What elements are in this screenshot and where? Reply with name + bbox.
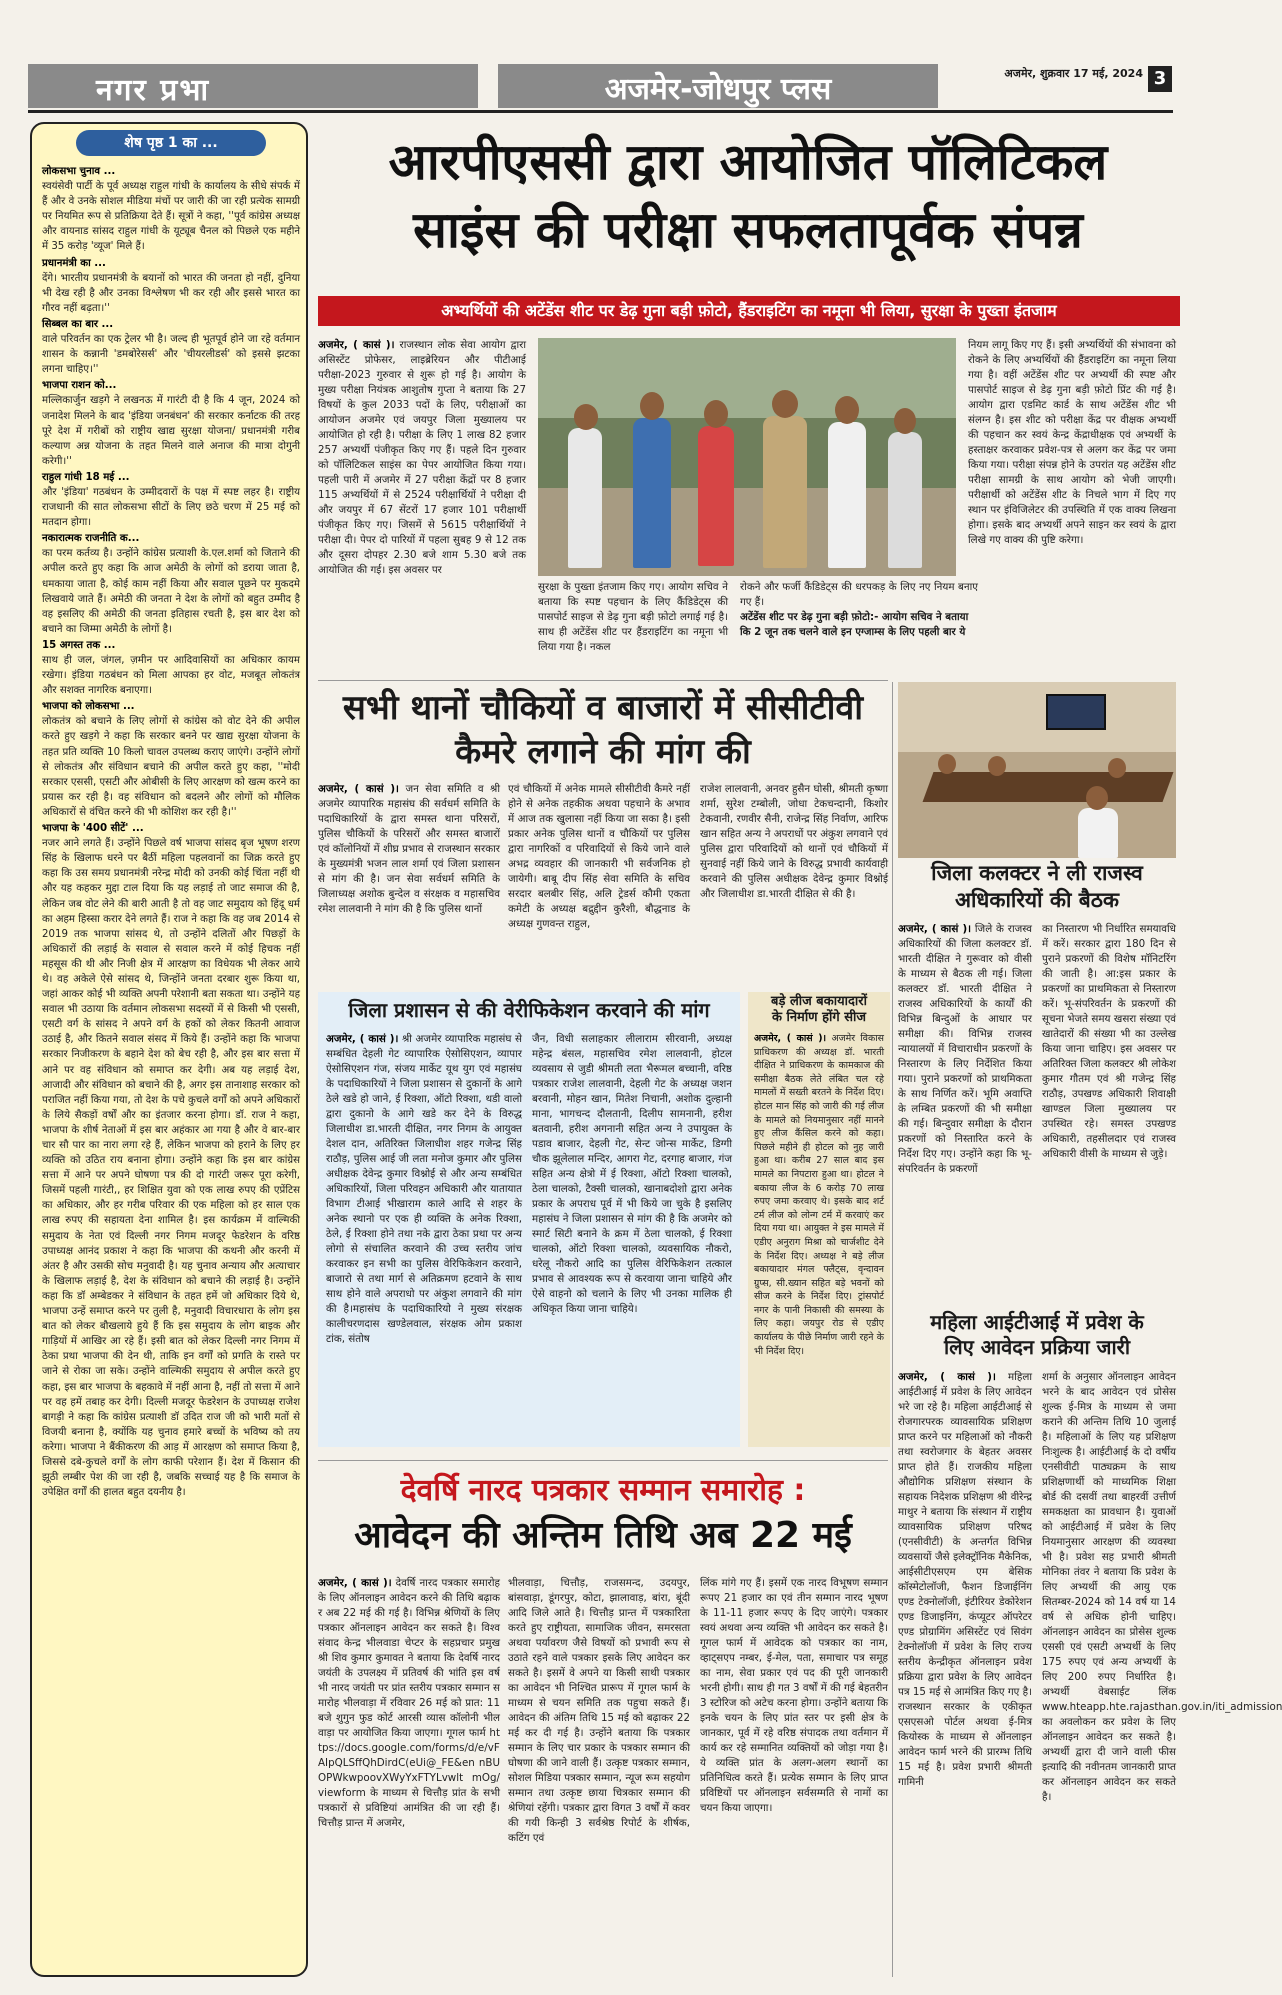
lease-column xyxy=(754,1032,884,1442)
verification-column-2 xyxy=(532,1032,732,1442)
sidebar-paragraph xyxy=(42,531,300,637)
sidebar-paragraph-heading: राहुल गांधी 18 मई ... xyxy=(42,471,130,483)
sidebar-paragraph-heading: लोकसभा चुनाव ... xyxy=(42,166,116,177)
sidebar-paragraph xyxy=(42,256,300,316)
sidebar-paragraph-heading: नकारात्मक राजनीति क... xyxy=(42,533,140,545)
narad-text-3: लिंक मांगे गए हैं। इसमें एक नारद विभूषण सम्मान रूपए 21 हजार का एवं तीन सम्मान नारद भूषण के 11-11 हजार रूपए के दिए जाएंगे। पत्रकार स्वयं अथवा अन्य व्यक्ति भी आवेदन कर सकते है। गूगल फार्म में आवेदक को पत्रकार का नाम, व्हाट्सएप नम्बर, ई-मेल, पता, समाचार पत्र समूह का नाम, सेवा प्रकार एवं पद की पूरी जानकारी भरनी होगी। साथ ही गत 3 वर्षों में की गई बेहतरीन 3 स्टोरिज को अटेच करना होगा। उन्होंने बताया कि इनके चयन के लिए प्रांत स्तर पर इसी क्षेत्र के जानकार, पूर्व में रहे वरिष्ठ संपादक तथा वर्तमान में कार्य कर रहे सम्मानित व्यक्तियों को जोड़ा गया है। ये व्यक्ति प्रांत के अलग-अलग स्थानों का प्रतिनिधित्व करते हैं। प्रत्येक सम्मान के लिए प्राप्त प्रविष्टियों पर ऑनलाइन सर्वसम्मति से नामों का चयन किया जाएगा। xyxy=(700,1577,888,1814)
sidebar-paragraph-text: मल्लिकार्जुन खड़गे ने लखनऊ में गारंटी दी है कि 4 जून, 2024 को जनादेश मिलने के बाद 'इंडिया जनबंधन' की सरकार कर्नाटक की तरह पूरे देश में गरीबों को राष्ट्रीय खाद्य सुरक्षा योजना/ प्रधानमंत्री गरीब कल्याण अन्न योजना के तहत मिलने वाले अनाज की मात्रा दोगुनी करेगी।'' xyxy=(42,395,300,467)
edition-title: अजमेर-जोधपुर प्लस xyxy=(604,72,832,107)
narad-byline: अजमेर, ( कासं )। xyxy=(318,1577,392,1589)
sidebar-paragraph-heading: भाजपा राशन को... xyxy=(42,380,117,392)
sidebar-paragraph xyxy=(42,317,300,377)
iti-headline-line-1: महिला आईटीआई में प्रवेश के xyxy=(930,1310,1144,1334)
sidebar-paragraph-heading: प्रधानमंत्री का ... xyxy=(42,257,106,269)
lead-column-3 xyxy=(740,580,978,610)
collector-column-2 xyxy=(1042,922,1176,1300)
narad-headline xyxy=(318,1470,888,1560)
narad-headline-line-1: देवर्षि नारद पत्रकार सम्मान समारोह : xyxy=(400,1473,806,1508)
divider xyxy=(318,1460,888,1461)
iti-text-1: महिला आईटीआई में प्रवेश के लिए आवेदन भरे जा रहे है। महिला आईटीआई से रोजगारपरक व्यावसायिक प्रशिक्षण प्राप्त करने पर महिलाओं को नौकरी तथा स्वरोजगार के बेहतर अवसर प्राप्त होते हैं। राजकीय महिला औद्योगिक प्रशिक्षण संस्थान के सहायक निदेशक प्रशिक्षण श्री वीरेन्द्र माथुर ने बताया कि संस्थान में राष्ट्रीय व्यावसायिक प्रशिक्षण परिषद (एनसीवीटी) के अन्तर्गत विभिन्न व्यवसायों जैसे इलेक्ट्रॉनिक मैकेनिक, आईसीटीएसएम एम बेसिक कॉस्मेटोलॉजी, फैशन डिजाईनिंग एण्ड टेक्नोलॉजी, इंटीरियर डेकोरेशन एण्ड डिजाइनिंग, कंप्यूटर ऑपरेटर एण्ड प्रोग्रामिंग असिस्टेंट एवं सिवंग टेक्नोलॉजी में प्रवेश के लिए राज्य स्तरीय केन्द्रीकृत ऑनलाइन प्रवेश प्रक्रिया द्वारा प्रवेश के लिए आवेदन पत्र 15 मई से आमंत्रित किए गए है। राजस्थान सरकार के एकीकृत एसएसओ पोर्टल अथवा ई-मित्र कियोस्क के माध्यम से ऑनलाइन आवेदन फार्म भरने की प्रारम्भ तिथि 15 मई है। प्रवेश प्रभारी श्रीमती गामिनी xyxy=(898,1371,1032,1788)
cctv-text-3: राजेश लालवानी, अनवर हुसैन घोसी, श्रीमती कृष्णा शर्मा, सुरेश टम्बोली, जोधा टेकचन्दानी, किशोर टेकवानी, रणवीर सैनी, राजेन्द्र सिंह निर्वाण, आरिफ खान सहित अन्य ने अपराधों पर अंकुश लगवाने एवं पुलिस द्वारा परिवादियों को थानों एवं चौकियों में सुनवाई नहीं किये जाने के विरुद्ध प्रभावी कार्यवाही करवाने की पुलिस अधीक्षक देवेन्द्र कुमार विश्नोई और जिलाधीश डा.भारती दीक्षित से की है। xyxy=(700,783,888,900)
cctv-byline: अजमेर, ( कासं )। xyxy=(318,783,399,795)
verification-byline: अजमेर, ( कासं )। xyxy=(326,1033,399,1045)
lease-headline-line-2: के निर्माण होंगे सीज xyxy=(771,1010,867,1025)
narad-text-1: देवर्षि नारद पत्रकार समारोह के लिए ऑनलाइन आवेदन करने की तिथि बढ़ाकर अब 22 मई की गई है। विभिन्न श्रेणियों के लिए पत्रकार ऑनलाइन आवेदन कर सकते है। विश्व संवाद केन्द्र भीलवाडा चेप्टर के सहप्रचार प्रमुख श्री शिव कुमार कुमावत ने बताया कि देवर्षि नारद जयंती के उपलक्ष्य में प्रतिवर्ष की भांति इस वर्ष भी नारद जयंती पर प्रांत स्तरीय पत्रकार सम्मान समारोह भीलवाड़ा में रविवार 26 मई को प्रात: 11 बजे शुगुन फुड कोर्ट आरसी व्यास कॉलोनी भीलवाड़ा पर आयोजित किया जाएगा। गूगल फार्म https://docs.google.com/forms/d/e/vFAIpQLSffQhDirdC(eUi@_FE&en nBUOPWkwpoovXWyYxFTYLvwlt mOg/viewform के माध्यम से चित्तौड़ प्रांत के सभी पत्रकारों से प्रविष्टियां आमंत्रित की जा रही हैं। चित्तौड़ प्रान्त में अजमेर, xyxy=(318,1577,500,1829)
cctv-column-1 xyxy=(318,782,500,982)
verification-box xyxy=(318,992,740,1447)
masthead-rule xyxy=(28,110,1173,113)
iti-column-1 xyxy=(898,1370,1032,1975)
sidebar-paragraph-text: नजर आने लगते हैं। उन्होंने पिछले वर्ष भाजपा सांसद बृज भूषण शरण सिंह के खिलाफ धरने पर बैठीं महिला पहलवानों का जिक्र करते हुए कहा कि उस समय प्रधानमंत्री नरेन्द्र मोदी को उनकी कोई चिंता नहीं थी और यह कहकर मुद्दा टाल दिया कि यह लड़ाई तो जाट समाज की है, लेकिन जब वोट लेने की बारी आती है तो वह जाट समुदाय को हिंदू धर्म का अहम हिस्सा करार देने लगते हैं। राज ने कहा कि वह जब 2014 से 2019 तक भाजपा सांसद थे, तो उन्होंने दलितों और पिछड़ों के अधिकारों की लड़ाई के सवाल से सवाल करने में कोई हिचक नहीं महसूस की थी और निजी क्षेत्र में आरक्षण का विधेयक भी लेकर आये थे। वह अकेले ऐसे सांसद थे, जिन्होंने जनता दरबार शुरू किया था, जहां आकर कोई भी व्यक्ति अपनी परेशानी बता सकता था। उन्होंने यह सवाल भी उठाया कि वर्तमान लोकसभा सदस्यों में से किसी भी एससी, एसटी वर्ग के सांसद ने अपने वर्ग के हकों को लेकर कितनी आवाज उठाई है, और कितने सवाल संसद में किये हैं। उन्होंने कहा कि भाजपा सरकार निजीकरण के बहाने देश को बेच रही है, और इस बार सत्ता में आने पर वह संविधान को समाप्त कर देगी। अब यह लड़ाई देश, आजादी और संविधान को बचाने की है, अगर इस तानाशाह सरकार को पराजित नहीं किया गया, तो देश के पचे कुचले वर्गों को अपने अधिकारों के लिये सैकड़ों वर्षों और का इंतजार करना होगा। डॉ. राज ने कहा, भाजपा के शीर्ष नेताओं में इस बार अहंकार आ गया है और वे बार-बार चार सौ पार का नारा लगा रहे हैं, लेकिन भाजपा को हराने के लिए हर व्यक्ति को उठित राय बनाना होगा। उन्होंने कहा कि इस बार कांग्रेस सत्ता में आने पर अपने घोषणा पत्र की दो गारंटी जरूर पूरा करेगी, जिसमें पहली गारंटी,, हर शिक्षित युवा को एक लाख रुपए की एप्रेंटिस का अधिकार, और हर गरीब परिवार की एक महिला को हर साल एक लाख रुपए की सहायता देना शामिल है। इस कार्यक्रम में वाल्मिकी समुदाय के नेता एवं दिल्ली नगर निगम मजदूर फेडरेशन के वरिष्ठ उपाध्यक्ष आनंद प्रकाश ने कहा कि भाजपा की कथनी और करनी में अंतर है और उसकी सोच मनुवादी है। यह चुनाव अन्याय और अत्याचार के खिलाफ लड़ाई है, देश के संविधान को बचाने की लड़ाई है। उन्होंने कहा कि डॉ अम्बेडकर ने संविधान के तहत हमें जो अधिकार दिये थे, भाजपा उन्हें समाप्त करने पर तुली है, मनुवादी विचारधारा के लोग इस बात को लेकर बौखलाये हुये हैं कि इस समुदाय के लोग बाइक और गाड़ियों में आखिर आ रहे हैं। इसी बात को लेकर दिल्ली नगर निगम में ठेका प्रथा भाजपा की देन थी, ताकि इन वर्गों को प्रगति के रास्ते पर जाने से रोका जा सके। उन्होंने वाल्मिकी समुदाय से अपील करते हुए कहा, इस बार भाजपा के बहकावे में नहीं आना है, नहीं तो सत्ता में आने पर वह हमें तबाह कर देगी। दिल्ली मजदूर फेडरेशन के उपाध्यक्ष राजेश बागड़ी ने कहा कि कांग्रेस प्रत्याशी डॉ उदित राज जी को भारी मतों से विजयी बनाना है, क्योंकि यह चुनाव हमारे बच्चों के भविष्य को तय करेगा। भाजपा ने बैंकीकरण की आड़ में आरक्षण को समाप्त किया है, जिससे दबे-कुचले वर्गों के लोग काफी परेशान हैं। देश में किसान की झूठी लम्बीर पेश की जा रही है, जबकि सच्चाई यह है कि समाज के उपेक्षित वर्गों की हालत बहुत दयनीय है। xyxy=(42,838,300,1499)
lead-byline: अजमेर, ( कासं )। xyxy=(318,339,395,351)
lead-strapline: अभ्यर्थियों की अटेंडेंस शीट पर डेढ़ गुना बड़ी फ़ोटो, हैंडराइटिंग का नमूना भी लिया, सुरक्षा के पुख्ता इंतजाम xyxy=(318,296,1180,326)
iti-byline: अजमेर, ( कासं )। xyxy=(898,1371,996,1383)
cctv-headline xyxy=(318,686,888,774)
meeting-photo xyxy=(898,682,1176,858)
iti-column-2 xyxy=(1042,1370,1282,1975)
exam-photo xyxy=(538,338,956,576)
masthead xyxy=(28,60,1173,110)
collector-headline xyxy=(898,860,1176,914)
sidebar-paragraph-text: देंगे। भारतीय प्रधानमंत्री के बयानों को भारत की जनता हो नहीं, दुनिया भी देख रही है और उनका विश्लेषण भी कर रही और इससे भारत का गौरव नहीं बढ़ता।'' xyxy=(42,272,300,314)
divider xyxy=(318,680,888,681)
iti-headline-line-2: लिए आवेदन प्रक्रिया जारी xyxy=(943,1335,1131,1359)
verification-text-1: श्री अजमेर व्यापारिक महासंघ से सम्बंधित देहली गेट व्यापारिक ऐसोसिएशन, व्यापार ऐसोसिएशन गंज, संजय मार्केट यूथ युग एवं महासंघ के पदाधिकारियों ने जिला प्रशासन से दुकानों के आगे ठेले खडे हो जाने, ई रिक्शा, ऑटो रिक्शा, थडी वालो द्वारा दुकानो के आगे खडे कर देने के विरुद्ध जिलाधीश डा.भारती दीक्षित, नगर निगम के आयुक्त देशल दान, अतिरिक्त जिलाधीश शहर गजेन्द्र सिंह राठौड़, पुलिस आई जी लता मनोज कुमार और पुलिस अधीक्षक देवेन्द्र कुमार विश्नोई से और अन्य सम्बंधित अधिकारियों, जिला परिवहन अधिकारी और यातायात विभाग टीआई भीखाराम काले आदि से शहर के अनेक स्थानो पर एक ही व्यक्ति के अनेक रिक्शा, ठेले, ई रिक्शा होने तथा नके द्वारा ठेका प्रथा पर अन्य लोगो से संचालित करवाने की उच्च स्तरीय जांच करवाकर इन सभी का पुलिस वेरिफिकेशन करवाने, बाजारो से तथा मार्ग से अतिक्रमण हटवाने के साथ साथ होने वाले अपराधो पर अंकुश लगवाने की मांग की है।महासंघ के पदाधिकारियो ने मुख्य संरक्षक कालीचरणदास खण्डेलवाल, संरक्षक ओम प्रकाश टांक, संतोष xyxy=(326,1033,522,1345)
lease-byline: अजमेर, ( कासं )। xyxy=(754,1033,827,1044)
sidebar-paragraph xyxy=(42,638,300,698)
narad-headline-line-2: आवेदन की अन्तिम तिथि अब 22 मई xyxy=(354,1515,852,1556)
cctv-column-2 xyxy=(508,782,690,982)
dateline: अजमेर, शुक्रवार 17 मई, 2024 xyxy=(1004,67,1143,80)
collector-column-1 xyxy=(898,922,1032,1300)
iti-headline xyxy=(898,1310,1176,1360)
continued-tag: शेष पृष्ठ 1 का ... xyxy=(76,130,266,156)
cctv-headline-line-1: सभी थानों चौकियों व बाजारों में सीसीटीवी xyxy=(342,688,864,728)
sidebar-paragraph xyxy=(42,378,300,469)
narad-text-2: भीलवाड़ा, चित्तौड़, राजसमन्द, उदयपुर, बांसवाड़ा, डूंगरपुर, कोटा, झालावाड़, बांरा, बूंदी आदि जिले आते है। चित्तौड़ प्रान्त में पत्रकारिता करते हुए राष्ट्रीयता, सामाजिक जीवन, समरसता अथवा पर्यावरण जैसे विषयों को प्रभावी रूप से उठाते रहने वाले पत्रकार इसके लिए आवेदन कर सकते है। इसमें वे अपने या किसी साथी पत्रकार का आवेदन भी निश्चित प्रारूप में गूगल फार्म के माध्यम से चयन समिति तक पहुचा सकते हैं। आवेदन की अंतिम तिथि 15 मई को बढ़ाकर 22 मई कर दी गई है। उन्होंने बताया कि पत्रकार सम्मान के लिए चार प्रकार के पत्रकार सम्मान की घोषणा की जाने वाली हैं। उत्कृष्ट पत्रकार सम्मान, सोशल मिडिया पत्रकार सम्मान, न्यूज रूम सहयोग सम्मान तथा उत्कृष्ट छाया चित्रकार सम्मान की श्रेणियां रहेंगी। पत्रकार द्वारा विगत 3 वर्षों में कवर की गयी किन्ही 3 सर्वश्रेष्ठ रिपोर्ट के शीर्षक, कटिंग एवं xyxy=(508,1577,690,1844)
narad-column-3 xyxy=(700,1576,888,1976)
sidebar-paragraph-heading: भाजपा को लोकसभा ... xyxy=(42,701,135,713)
edition-title-box xyxy=(498,64,938,108)
verification-text-2: जैन, विधी सलाहकार लीलाराम सीरवानी, अध्यक्ष महेन्द्र बंसल, महासचिव रमेश लालवानी, होटल व्यवसाय से जुडी श्रीमती लता भैरूमल बच्चानी, वरिष्ठ पत्रकार राजेश लालवानी, देहली गेट के अध्यक्ष जशन बरवानी, मोहन खान, मितेश निचानी, अशोक दुल्हानी माना, भागचन्द दौलतानी, दिलीप सामनानी, हरीश बतवानी, हरीश अगनानी सहित अन्य ने उपायुक्त के पडाव बाजार, देहली गेट, सेन्ट जोन्स मार्केट, डिग्गी चौक झूलेलाल मन्दिर, आगरा गेट, दरगाह बाजार, गंज सहित अन्य क्षेत्रो में ई रिक्शा, ऑटो रिक्शा चालको, ठेला चालको, टैक्सी चालको, खानाबदोशो द्वारा अनेक प्रकार के अपराध पूर्व में भी किये जा चुके है इसलिए महासंघ ने जिला प्रशासन से मांग की है कि अजमेर को स्मार्ट सिटी बनाने के क्रम में ठेला चालको, ई रिक्शा चालको, ऑटो रिक्शा चालको, व्यवसायिक नौकरो, धरेलू नौकरो आदि का पुलिस वेरिफिकेशन तत्काल प्रभाव से आवश्यक रूप से करवाया जाना चाहिये और ऐसे वाहनो को चलाने के लिए भी उनका मालिक ही अधिकृत किया जाना चाहिये। xyxy=(532,1033,732,1315)
collector-text-2: का निस्तारण भी निर्धारित समयावधि में करें। सरकार द्वारा 180 दिन से पुराने प्रकरणों की विशेष मॉनिटरिंग की जाती है। आ:इस प्रकार के प्रकरणों का प्राथमिकता से निस्तारण करें। भू-संपरिवर्तन के प्रकरणों की सूचना भेजते समय खसरा संख्या एवं खातेदारों की संख्या भी का उल्लेख किया जाना चाहिए। इस अवसर पर अतिरिक्त जिला कलक्टर श्री लोकेश कुमार गौतम एवं श्री गजेन्द्र सिंह राठौड़, उपखण्ड अधिकारी शिवाक्षी खाण्डल जिला मुख्यालय पर उपस्थित रहे। समस्त उपखण्ड अधिकारी, तहसीलदार एवं राजस्व अधिकारी वीसी के माध्यम से जुड़े। xyxy=(1042,923,1176,1160)
sidebar-paragraph-heading: भाजपा के '400 सीटें' ... xyxy=(42,823,144,835)
lead-column-4 xyxy=(968,338,1176,678)
lead-headline-line-2: साइंस की परीक्षा सफलतापूर्वक संपन्न xyxy=(413,201,1083,259)
lead-column-2 xyxy=(538,580,728,680)
sidebar-paragraph xyxy=(42,699,300,820)
sidebar-paragraph-text: का परम कर्तव्य है। उन्होंने कांग्रेस प्रत्याशी के.एल.शर्मा को जिताने की अपील करते हुए कहा कि आज अमेठी के लोगों को डराया जाता है, धमकाया जाता है, कोई काम नहीं किया और सवाल पूछने पर मुकदमे लिखवाये जाते हैं। अमेठी की जनता ने देश के लोगों को बहुत उम्मीद है वह इसलिए की अमेठी की जनता इतिहास रचती है, इस बार देश को बचाने का जिम्मा अमेठी के लोगों है। xyxy=(42,548,300,635)
lead-text-3: रोकने और फर्जी कैंडिडेट्स की धरपकड़ के लिए नए नियम बनाए गए हैं। xyxy=(740,581,978,608)
column-rule xyxy=(892,682,893,1977)
section-title-box xyxy=(28,64,478,108)
sidebar-paragraph-text: साथ ही जल, जंगल, ज़मीन पर आदिवासियों का अधिकार कायम रखेगा। इंडिया गठबंधन को मिला आपका हर वोट, मजबूत लोकतंत्र और सशक्त नागरिक बनाएगा। xyxy=(42,655,300,697)
lead-headline-line-1: आरपीएससी द्वारा आयोजित पॉलिटिकल xyxy=(388,133,1108,191)
lease-headline xyxy=(752,994,886,1026)
collector-byline: अजमेर, ( कासं )। xyxy=(898,923,972,935)
sidebar-paragraph xyxy=(42,470,300,530)
lead-column-1 xyxy=(318,338,526,678)
collector-text-1: जिले के राजस्व अधिकारियों की जिला कलक्टर डॉ. भारती दीक्षित ने गुरूवार को वीसी के माध्यम से बैठक ली गई। जिला कलक्टर डॉ. भारती दीक्षित ने राजस्व अधिकारियों के कार्यों की विभिन्न बिन्दुओं के आधार पर समीक्षा की। विभिन्न राजस्व न्यायालयों में विचाराधीन प्रकरणों के निस्तारण के लिए निर्देशित किया गया। पुराने प्रकरणों को प्राथमिकता के साथ निर्णित करें। भूमि अवाप्ति के लम्बित प्रकरणों की भी समीक्षा की गई। बिन्दुवार समीक्षा के दौरान प्रकरणों को निस्तारित करने के निर्देश दिए गए। उन्होंने कहा कि भू-संपरिवर्तन के प्रकरणों xyxy=(898,923,1032,1175)
verification-column-1 xyxy=(326,1032,522,1442)
narad-column-1 xyxy=(318,1576,500,1976)
sidebar-paragraph-heading: 15 अगस्त तक ... xyxy=(42,639,116,651)
sidebar-paragraph-text: और 'इंडिया' गठबंधन के उम्मीदवारों के पक्ष में स्पष्ट लहर है। राष्ट्रीय राजधानी की सात लोकसभा सीटों के लिए छठे चरण में 25 मई को मतदान होगा। xyxy=(42,486,300,529)
lease-box xyxy=(748,992,890,1447)
cctv-text-1: जन सेवा समिति व श्री अजमेर व्यापारिक महासंघ की सर्वधर्म समिति के पदाधिकारियों के द्वारा समस्त थाना परिसरों, पुलिस चौकियों के परिसरों और समस्त बाजारों एवं कॉलोनियों में शीघ्र प्रभाव से राजस्थान सरकार के मुख्यमंत्री भजन लाल शर्मा एवं जिला प्रशासन से मांग की है। जन सेवा सर्वधर्म समिति के जिलाध्यक्ष अशोक बुन्देल व संरक्षक व महासचिव रमेश लालवानी ने मांग की है कि पुलिस थानों xyxy=(318,783,500,915)
sidebar-paragraph-text: लोकतंत्र को बचाने के लिए लोगों से कांग्रेस को वोट देने की अपील करते हुए खड़गे ने कहा कि सरकार बनने पर खाद्य सुरक्षा योजना के तहत प्रति व्यक्ति 10 किलो चावल उपलब्ध कराए जाएंगे। उन्होंने लोगों से लोकतंत्र और संविधान बचाने की अपील करते हुए कहा, ''मोदी सरकार एससी, एसटी और ओबीसी के लिए आरक्षण को खत्म करने का प्रयास कर रही है। वह संविधान को बदलने और लोगों को मौलिक अधिकारों से वंचित करने की भी कोशिश कर रही है।'' xyxy=(42,716,300,818)
cctv-column-3 xyxy=(700,782,888,982)
sidebar-paragraph xyxy=(42,821,300,1500)
lead-text-1: राजस्थान लोक सेवा आयोग द्वारा असिस्टेंट प्रोफेसर, लाइब्रेरियन और पीटीआई परीक्षा-2023 गुरुवार से शुरू हो गई है। आयोग के मुख्य परीक्षा नियंत्रक आशुतोष गुप्ता ने बताया कि 27 विषयों के कुल 2033 पदों के लिए, परीक्षाओं का आयोजन अजमेर एवं जयपुर जिला मुख्यालय पर आयोजित हो रही है। परीक्षा के लिए 1 लाख 82 हजार 257 अभ्यर्थी पंजीकृत किए गए हैं। पहले दिन गुरुवार को पॉलिटिकल साइंस का पेपर आयोजित किया गया। पहली पारी में अजमेर में 27 परीक्षा केंद्रों पर 8 हजार 115 अभ्यर्थियों में से 2524 परीक्षार्थियों ने परीक्षा दी और जयपुर में 67 सेंटरों 17 हजार 101 परीक्षार्थी पंजीकृत किए गए। जिसमें से 5615 परीक्षार्थियों ने परीक्षा दी। पेपर दो पारियों में पहला सुबह 9 से 12 तक और दूसरा दोपहर 2.30 बजे शाम 5.30 बजे तक आयोजित की गई। इस अवसर पर xyxy=(318,339,526,576)
lead-caption-text: अटेंडेंस शीट पर डेढ़ गुना बड़ी फ़ोटो:- आयोग सचिव ने बताया कि 2 जून तक चलने वाले इन एग्जाम्स के लिए पहली बार ये xyxy=(740,611,969,638)
lead-text-2: सुरक्षा के पुख्ता इंतजाम किए गए। आयोग सचिव ने बताया कि स्पष्ट पहचान के लिए कैंडिडेट्स की पासपोर्ट साइज से डेढ़ गुना बड़ी फ़ोटो लगाई गई है। साथ ही अटेंडेंस शीट पर हैंडराइटिंग का नमूना भी लिया गया है। नकल xyxy=(538,581,728,653)
cctv-headline-line-2: कैमरे लगाने की मांग की xyxy=(455,732,751,772)
sidebar-paragraph xyxy=(42,164,300,255)
sidebar-paragraph-heading: सिब्बल का बार ... xyxy=(42,318,114,330)
cctv-text-2: एवं चौकियों में अनेक मामले सीसीटीवी कैमरे नहीं होने से अनेक तहकीक अथवा पहचाने के अभाव में आज तक खुलासा नहीं किया जा सका है। इसी प्रकार अनेक पुलिस थानों व चौकियों पर पुलिस द्वारा नागरिकों व परिवादियों से किये जाने वाले अभद्र व्यवहार की जानकारी भी सर्वजनिक हो जायेगी। बाबू दीप सिंह सेवा समिति के सचिव सरदार बलबीर सिंह, अलि ट्रेडर्स कौमी एकता कमेटी के अध्यक्ष बद्रुद्दीन कुरैशी, बौद्धनाड के अध्यक्ष गुणवन्त राहुल, xyxy=(508,783,690,930)
continued-sidebar xyxy=(30,122,308,1977)
lease-text: अजमेर विकास प्राधिकरण की अध्यक्ष डॉ. भारती दीक्षित ने प्राधिकरण के कामकाज की समीक्षा बैठक लेते लंबित चल रहे मामलों में सख्ती बरतने के निर्देश दिए। होटल मान सिंह को जारी की गई लीज के मामले को नियमानुसार नहीं मानने हुए लीज कैंसिल करने को कहा। पिछले महीने ही होटल को नुह जारी हुआ था। करीब 27 साल बाद इस मामले का निपटारा हुआ था। होटल ने बकाया लीज के 6 करोड़ 70 लाख रुपए जमा करवाए थे। इसके बाद शर्ट टर्म लीज को लोन्ग टर्म में करवाएं कर दिया गया था। आयुक्त ने इस मामले में एडीए अनुराग मिश्रा को चार्जशीट देने के निर्देश दिए। अध्यक्ष ने बड़े लीज बकायादार मंगल फ्लैट्स, वृन्दावन ग्रुप्स, सी.ख्यान सहित बड़े भवनों को सीज करने के निर्देश दिए। ट्रांसपोर्ट नगर के पानी निकासी की समस्या के लिए कहा। जयपुर रोड से एडीए कार्यालय के पीछे निर्माण जारी रहने के भी निर्देश दिए। xyxy=(754,1033,884,1357)
lease-headline-line-1: बड़े लीज बकायादारों xyxy=(771,994,867,1009)
section-title: नगर प्रभा xyxy=(96,73,211,108)
lead-headline xyxy=(318,128,1178,264)
sidebar-text xyxy=(42,164,300,1501)
lead-text-4: नियम लागू किए गए हैं। इसी अभ्यर्थियों की संभावना को रोकने के लिए अभ्यर्थियों की हैंडराइटिंग का नमूना लिया गया है। वहीं अटेंडेंस शीट पर अभ्यर्थी की स्पष्ट और पासपोर्ट साइज से डेढ़ गुना बड़ी फ़ोटो प्रिंट की गई है। आयोग द्वारा एडमिट कार्ड के साथ अटेंडेंस शीट भी संलग्न है। इस शीट को परीक्षा केंद्र पर वीक्षक अभ्यर्थी की पहचान कर स्वयं केन्द्र केंद्राधीक्षक एवं अभ्यर्थी के हस्ताक्षर करवाकर प्रवेश-पत्र से अलग कर केंद्र पर जमा किया गया। परीक्षा संपन्न होने के उपरांत यह अटेंडेंस शीट परीक्षा सामग्री के साथ आयोग को भेजी जाएगी। परीक्षार्थी को अटेंडेंस शीट के निचले भाग में दिए गए स्थान पर इंविजिलेटर की उपस्थिति में एक वाक्य लिखना होगा। इसके बाद अभ्यर्थी अपने साइन कर स्वयं के द्वारा लिखे गए वाक्य की पुष्टि करेगा। xyxy=(968,339,1176,546)
lead-subhead-caption xyxy=(740,610,978,640)
verification-headline: जिला प्रशासन से की वेरीफिकेशन करवाने की मांग xyxy=(348,998,710,1022)
collector-headline-line-1: जिला कलक्टर ने ली राजस्व xyxy=(931,861,1143,885)
narad-column-2 xyxy=(508,1576,690,1976)
sidebar-paragraph-text: वाले परिवर्तन का एक ट्रेलर भी है। जल्द ही भूतपूर्व होने जा रहे वर्तमान शासन के कन्नानी 'डमबोरेसर्स' और 'चीयरलीडर्स' को इससे झटका लगना चाहिए।'' xyxy=(42,334,300,376)
collector-headline-line-2: अधिकारियों की बैठक xyxy=(954,888,1120,912)
sidebar-paragraph-text: स्वयंसेवी पार्टी के पूर्व अध्यक्ष राहुल गांधी के कार्यालय के सीधे संपर्क में हैं और वे उनके सोशल मीडिया मंचों पर जारी की जा रही प्रत्येक सामग्री पर नियमित रूप से प्रतिक्रिया देते हैं। सूत्रों ने कहा, ''पूर्व कांग्रेस अध्यक्ष और वायनाड सांसद राहुल गांधी के यूट्यूब चैनल को पिछले एक महीने में 35 करोड़ 'व्यूज' मिले हैं। xyxy=(42,181,300,253)
page-number: 3 xyxy=(1148,66,1172,92)
iti-text-2: शर्मा के अनुसार ऑनलाइन आवेदन भरने के बाद आवेदन एवं प्रोसेस शुल्क ई-मित्र के माध्यम से जमा कराने की अन्तिम तिथि 10 जुलाई है। महिलाओं के लिए यह प्रशिक्षण निःशुल्क है। आईटीआई के दो वर्षीय एनसीवीटी पाठ्यक्रम के साथ प्रशिक्षणार्थी को माध्यमिक शिक्षा बोर्ड की दसवीं तथा बाहरवीं उत्तीर्ण समकक्षता का प्रावधान है। युवाओं को आईटीआई में प्रवेश के लिए नियमानुसार आरक्षण की व्यवस्था भी है। प्रवेश सह प्रभारी श्रीमती मोनिका तंवर ने बताया कि प्रवेश के लिए अभ्यर्थी की आयु एक सितम्बर-2024 को 14 वर्ष या 14 वर्ष से अधिक होनी चाहिए। ऑनलाइन आवेदन का प्रोसेस शुल्क एससी एवं एसटी अभ्यर्थी के लिए 175 रुपए एवं अन्य अभ्यर्थी के लिए 200 रुपए निर्धारित है। अभ्यर्थी वेबसाईट लिंक www.hteapp.hte.rajasthan.gov.in/iti_admission का अवलोकन कर प्रवेश के लिए ऑनलाइन आवेदन कर सकते है। अभ्यर्थी द्वारा दी जाने वाली फीस इत्यादि की नवीनतम जानकारी प्राप्त कर ऑनलाइन आवेदन कर सकते है। xyxy=(1042,1371,1282,1803)
